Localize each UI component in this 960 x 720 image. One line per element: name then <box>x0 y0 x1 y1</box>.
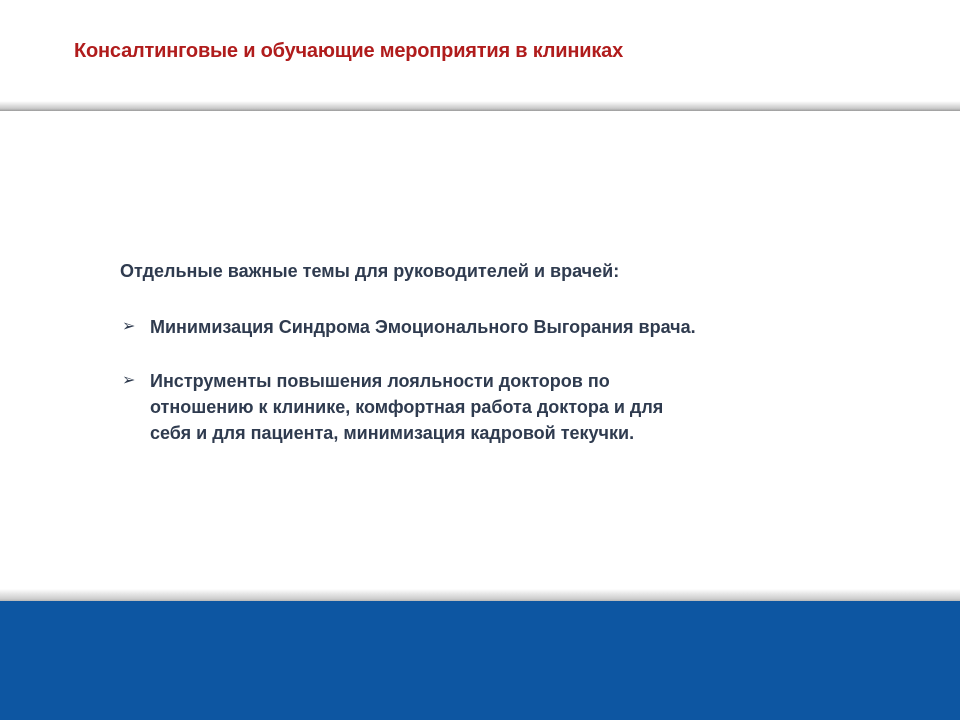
bullet-item <box>120 314 820 340</box>
slide-content <box>120 258 820 474</box>
bullet-item <box>120 368 820 446</box>
bullet-line: Минимизация Синдрома Эмоционального Выгорания врача. <box>150 317 696 337</box>
top-divider <box>0 101 960 111</box>
bullet-line: Инструменты повышения лояльности докторов по <box>150 371 610 391</box>
arrowhead-bullet-icon: ➢ <box>122 318 136 335</box>
section-heading: Отдельные важные темы для руководителей и врачей: <box>120 261 620 281</box>
footer-band <box>0 601 960 720</box>
bullet-line: отношению к клинике, комфортная работа доктора и для <box>150 397 664 417</box>
bullet-line: себя и для пациента, минимизация кадровой текучки. <box>150 423 635 443</box>
slide-title: Консалтинговые и обучающие мероприятия в клиниках <box>74 40 624 62</box>
bottom-divider <box>0 589 960 601</box>
arrowhead-bullet-icon: ➢ <box>122 372 136 389</box>
